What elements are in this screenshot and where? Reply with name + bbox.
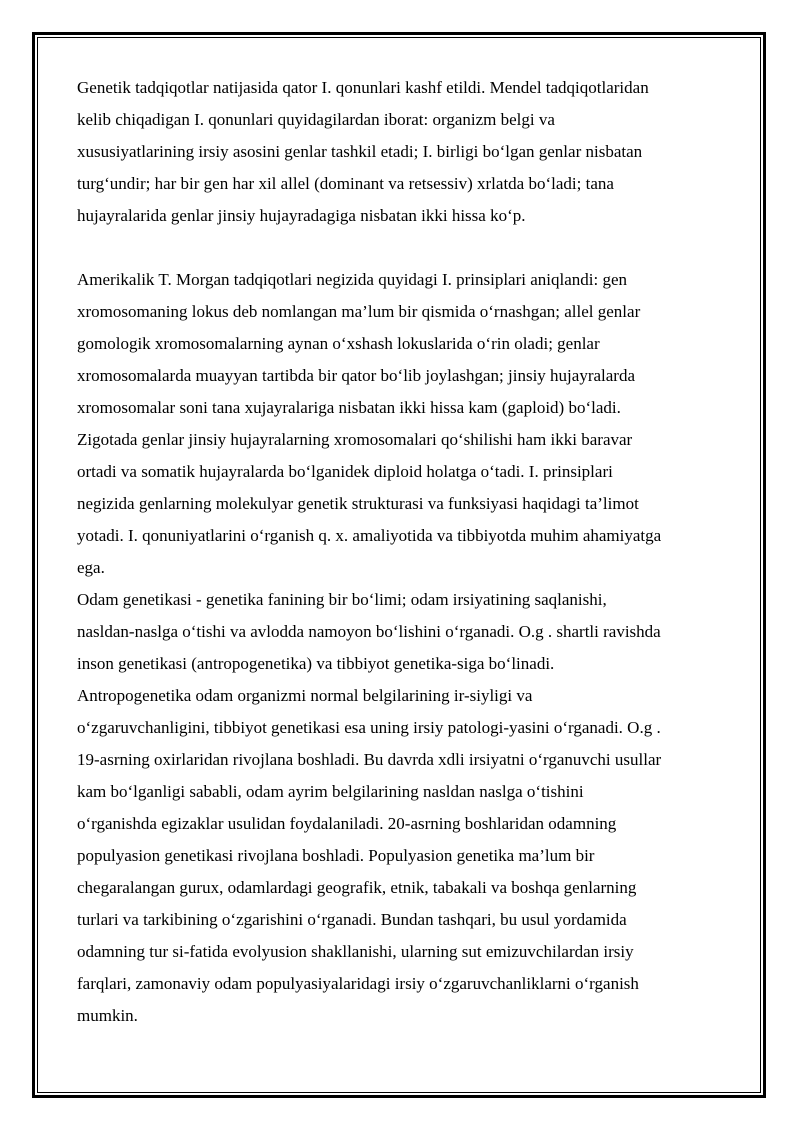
- text-line: xromosomalar soni tana xujayralariga nisbatan ikki hissa kam (gaploid) bo‘ladi.: [77, 398, 621, 417]
- text-line: inson genetikasi (antropogenetika) va tibbiyot genetika-siga bo‘linadi.: [77, 654, 555, 673]
- text-line: chegaralangan gurux, odamlardagi geografik, etnik, tabakali va boshqa genlarning: [77, 878, 637, 897]
- paragraph-mendel-laws: [77, 72, 737, 232]
- text-line: ega.: [77, 558, 105, 577]
- paragraph-morgan-principles: [77, 264, 737, 584]
- text-line: o‘zgaruvchanligini, tibbiyot genetikasi esa uning irsiy patologi-yasini o‘rganadi. O.g .: [77, 718, 661, 737]
- text-line: kam bo‘lganligi sababli, odam ayrim belgilarining nasldan naslga o‘tishini: [77, 782, 584, 801]
- text-line: xromosomalarda muayyan tartibda bir qator bo‘lib joylashgan; jinsiy hujayralarda: [77, 366, 636, 385]
- text-line: Amerikalik T. Morgan tadqiqotlari negizida quyidagi I. prinsiplari aniqlandi: gen: [77, 270, 628, 289]
- text-line: xususiyatlarining irsiy asosini genlar tashkil etadi; I. birligi bo‘lgan genlar nisbatan: [77, 142, 643, 161]
- text-line: hujayralarida genlar jinsiy hujayradagiga nisbatan ikki hissa ko‘p.: [77, 206, 526, 225]
- document-body: [77, 72, 737, 1032]
- text-line: turlari va tarkibining o‘zgarishini o‘rganadi. Bundan tashqari, bu usul yordamida: [77, 910, 627, 929]
- text-line: nasldan-naslga o‘tishi va avlodda namoyon bo‘lishini o‘rganadi. O.g . shartli ravishda: [77, 622, 661, 641]
- text-line: ortadi va somatik hujayralarda bo‘lganidek diploid holatga o‘tadi. I. prinsiplari: [77, 462, 613, 481]
- paragraph-human-genetics: [77, 584, 737, 1032]
- text-line: Genetik tadqiqotlar natijasida qator I. qonunlari kashf etildi. Mendel tadqiqotlaridan: [77, 78, 649, 97]
- text-line: 19-asrning oxirlaridan rivojlana boshladi. Bu davrda xdli irsiyatni o‘rganuvchi usullar: [77, 750, 662, 769]
- text-line: turg‘undir; har bir gen har xil allel (dominant va retsessiv) xrlatda bo‘ladi; tana: [77, 174, 614, 193]
- text-line: Odam genetikasi - genetika fanining bir bo‘limi; odam irsiyatining saqlanishi,: [77, 590, 607, 609]
- text-line: populyasion genetikasi rivojlana boshladi. Populyasion genetika ma’lum bir: [77, 846, 595, 865]
- text-line: kelib chiqadigan I. qonunlari quyidagilardan iborat: organizm belgi va: [77, 110, 555, 129]
- text-line: xromosomaning lokus deb nomlangan ma’lum bir qismida o‘rnashgan; allel genlar: [77, 302, 641, 321]
- text-line: Antropogenetika odam organizmi normal belgilarining ir-siyligi va: [77, 686, 533, 705]
- paragraph-spacer: [77, 232, 737, 264]
- text-line: mumkin.: [77, 1006, 138, 1025]
- text-line: o‘rganishda egizaklar usulidan foydalaniladi. 20-asrning boshlaridan odamning: [77, 814, 617, 833]
- text-line: Zigotada genlar jinsiy hujayralarning xromosomalari qo‘shilishi ham ikki baravar: [77, 430, 633, 449]
- text-line: yotadi. I. qonuniyatlarini o‘rganish q. x. amaliyotida va tibbiyotda muhim ahamiyatga: [77, 526, 662, 545]
- text-line: negizida genlarning molekulyar genetik strukturasi va funksiyasi haqidagi ta’limot: [77, 494, 639, 513]
- text-line: gomologik xromosomalarning aynan o‘xshash lokuslarida o‘rin oladi; genlar: [77, 334, 600, 353]
- text-line: farqlari, zamonaviy odam populyasiyalaridagi irsiy o‘zgaruvchanliklarni o‘rganish: [77, 974, 639, 993]
- text-line: odamning tur si-fatida evolyusion shakllanishi, ularning sut emizuvchilardan irsiy: [77, 942, 634, 961]
